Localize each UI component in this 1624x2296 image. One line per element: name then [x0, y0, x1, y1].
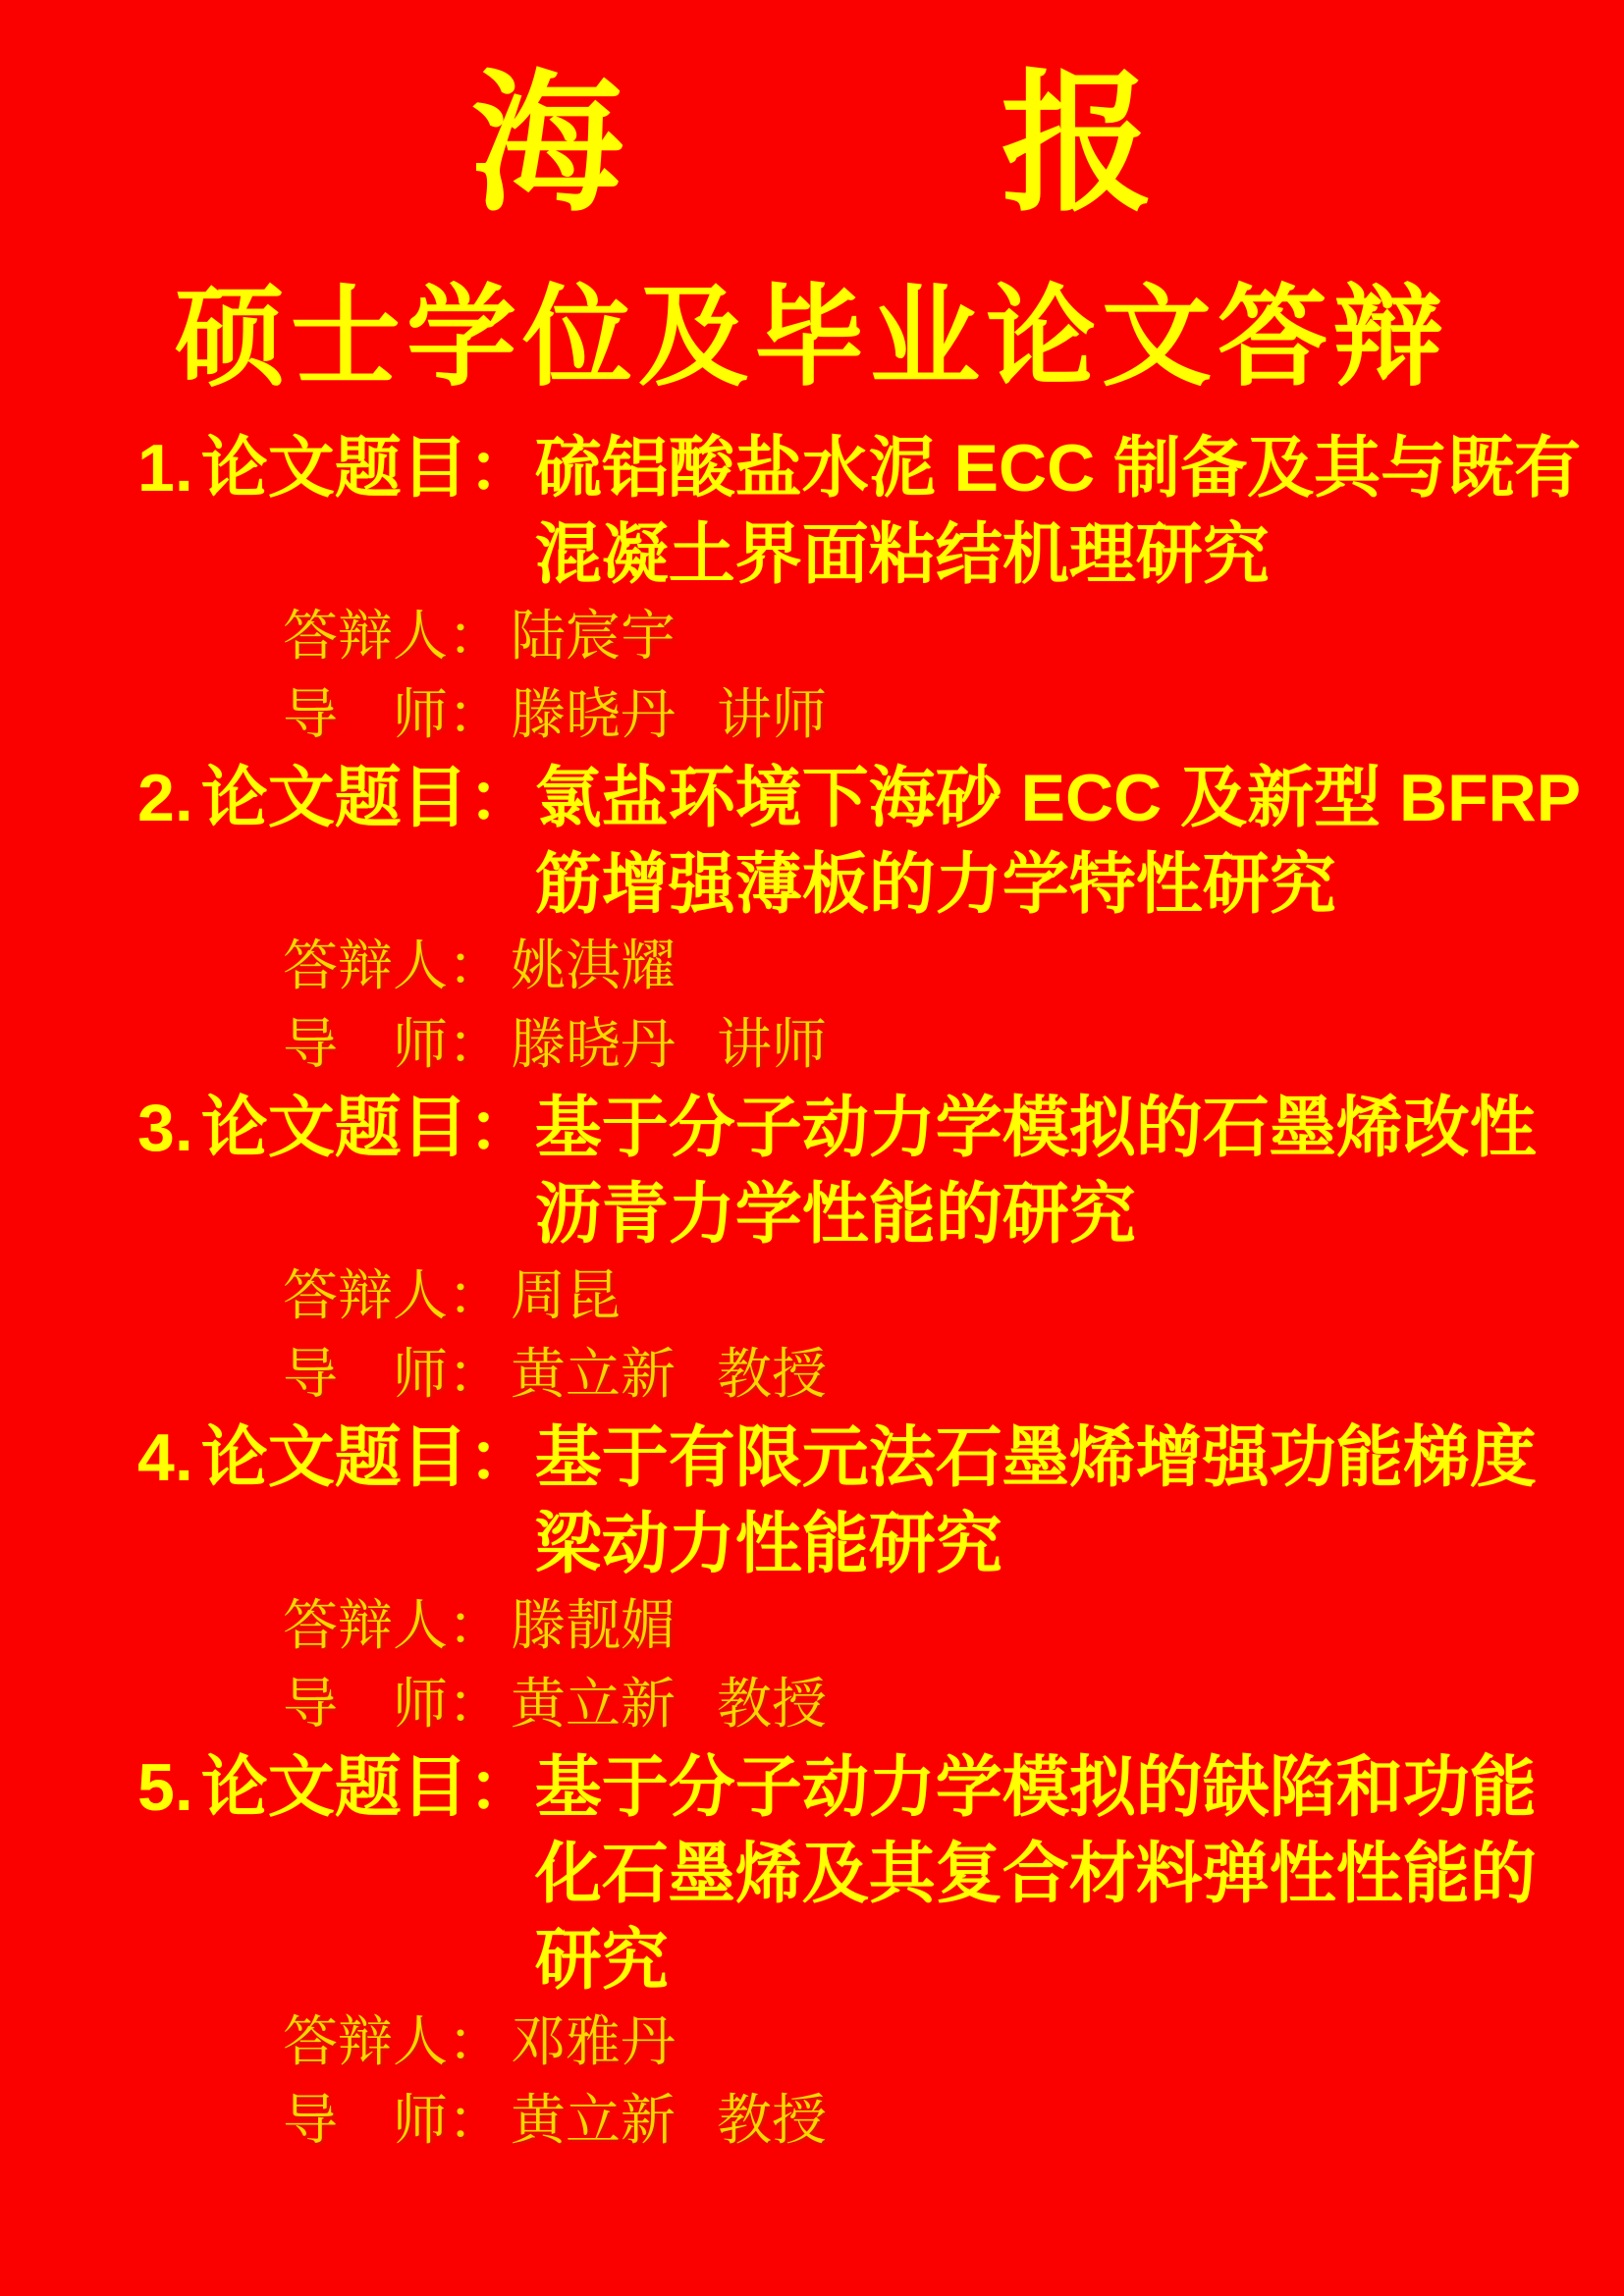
thesis-title-line: 硫铝酸盐水泥 ECC 制备及其与既有: [534, 430, 1582, 506]
advisor-line: [283, 1336, 1614, 1415]
thesis-title-label: [137, 425, 535, 511]
item-number: 1.: [137, 430, 193, 506]
thesis-title-line: 研究: [534, 1922, 669, 1998]
thesis-title-row: [137, 1415, 1614, 1587]
advisor-label: 导 师：: [283, 1674, 503, 1735]
advisor-rank: 教授: [717, 1674, 827, 1735]
title-label: 论文题目：: [200, 1419, 535, 1495]
advisor-label: 导 师：: [283, 684, 503, 746]
advisor-line: [283, 1006, 1614, 1085]
poster-title: [0, 0, 1624, 233]
item-number: 5.: [137, 1749, 193, 1825]
advisor-name: 黄立新: [511, 1344, 676, 1406]
defender-line: [283, 598, 1614, 676]
advisor-name: 滕晓丹: [511, 684, 676, 746]
defender-name: 滕靓媚: [511, 1595, 676, 1657]
thesis-title-line: 梁动力性能研究: [534, 1506, 1002, 1581]
advisor-name: 黄立新: [511, 2090, 676, 2152]
thesis-title-lines: [535, 1744, 1614, 2003]
thesis-item-1: [137, 425, 1614, 755]
defender-line: [283, 1587, 1614, 1666]
thesis-title-line: 基于分子动力学模拟的石墨烯改性: [534, 1090, 1537, 1165]
thesis-title-lines: [535, 1085, 1614, 1257]
thesis-title-line: 氯盐环境下海砂 ECC 及新型 BFRP: [534, 760, 1582, 835]
item-number: 3.: [137, 1090, 193, 1165]
thesis-item-5: [137, 1744, 1614, 2161]
defender-label: 答辩人：: [283, 1265, 503, 1327]
defender-name: 陆宸宇: [511, 606, 676, 667]
thesis-title-row: [137, 1744, 1614, 2003]
title-label: 论文题目：: [200, 1090, 535, 1165]
advisor-rank: 讲师: [717, 684, 827, 746]
defender-name: 周昆: [511, 1265, 621, 1327]
advisor-name: 黄立新: [511, 1674, 676, 1735]
defender-label: 答辩人：: [283, 935, 503, 997]
thesis-title-row: [137, 755, 1614, 928]
defender-line: [283, 928, 1614, 1006]
thesis-list: [137, 425, 1614, 2161]
poster-title-char-hai: 海: [470, 53, 623, 233]
advisor-label: 导 师：: [283, 1014, 503, 1076]
thesis-title-line: 化石墨烯及其复合材料弹性性能的: [534, 1836, 1537, 1911]
thesis-item-4: [137, 1415, 1614, 1744]
thesis-title-line: 筋增强薄板的力学特性研究: [534, 846, 1336, 922]
defender-label: 答辩人：: [283, 1595, 503, 1657]
title-label: 论文题目：: [200, 760, 535, 835]
advisor-label: 导 师：: [283, 2090, 503, 2152]
thesis-title-row: [137, 1085, 1614, 1257]
thesis-title-label: [137, 1085, 535, 1171]
thesis-item-3: [137, 1085, 1614, 1415]
item-number: 2.: [137, 760, 193, 835]
defender-label: 答辩人：: [283, 606, 503, 667]
thesis-title-lines: [535, 1415, 1614, 1587]
defender-line: [283, 2003, 1614, 2082]
thesis-title-line: 沥青力学性能的研究: [534, 1176, 1136, 1252]
advisor-line: [283, 2082, 1614, 2161]
thesis-title-lines: [535, 755, 1614, 928]
advisor-rank: 教授: [717, 2090, 827, 2152]
thesis-item-2: [137, 755, 1614, 1085]
thesis-title-lines: [535, 425, 1614, 598]
thesis-title-label: [137, 1744, 535, 1831]
advisor-rank: 讲师: [717, 1014, 827, 1076]
thesis-title-label: [137, 755, 535, 841]
poster-title-char-bao: 报: [1001, 53, 1154, 233]
thesis-title-line: 混凝土界面粘结机理研究: [534, 516, 1270, 592]
defender-line: [283, 1257, 1614, 1336]
thesis-title-line: 基于有限元法石墨烯增强功能梯度: [534, 1419, 1537, 1495]
defender-name: 邓雅丹: [511, 2011, 676, 2073]
title-label: 论文题目：: [200, 1749, 535, 1825]
advisor-line: [283, 676, 1614, 755]
poster-subtitle: 硕士学位及毕业论文答辩: [175, 276, 1449, 400]
item-number: 4.: [137, 1419, 193, 1495]
advisor-name: 滕晓丹: [511, 1014, 676, 1076]
thesis-title-label: [137, 1415, 535, 1501]
advisor-rank: 教授: [717, 1344, 827, 1406]
defender-label: 答辩人：: [283, 2011, 503, 2073]
advisor-label: 导 师：: [283, 1344, 503, 1406]
thesis-title-line: 基于分子动力学模拟的缺陷和功能: [534, 1749, 1537, 1825]
defender-name: 姚淇耀: [511, 935, 676, 997]
advisor-line: [283, 1666, 1614, 1744]
thesis-title-row: [137, 425, 1614, 598]
title-label: 论文题目：: [200, 430, 535, 506]
